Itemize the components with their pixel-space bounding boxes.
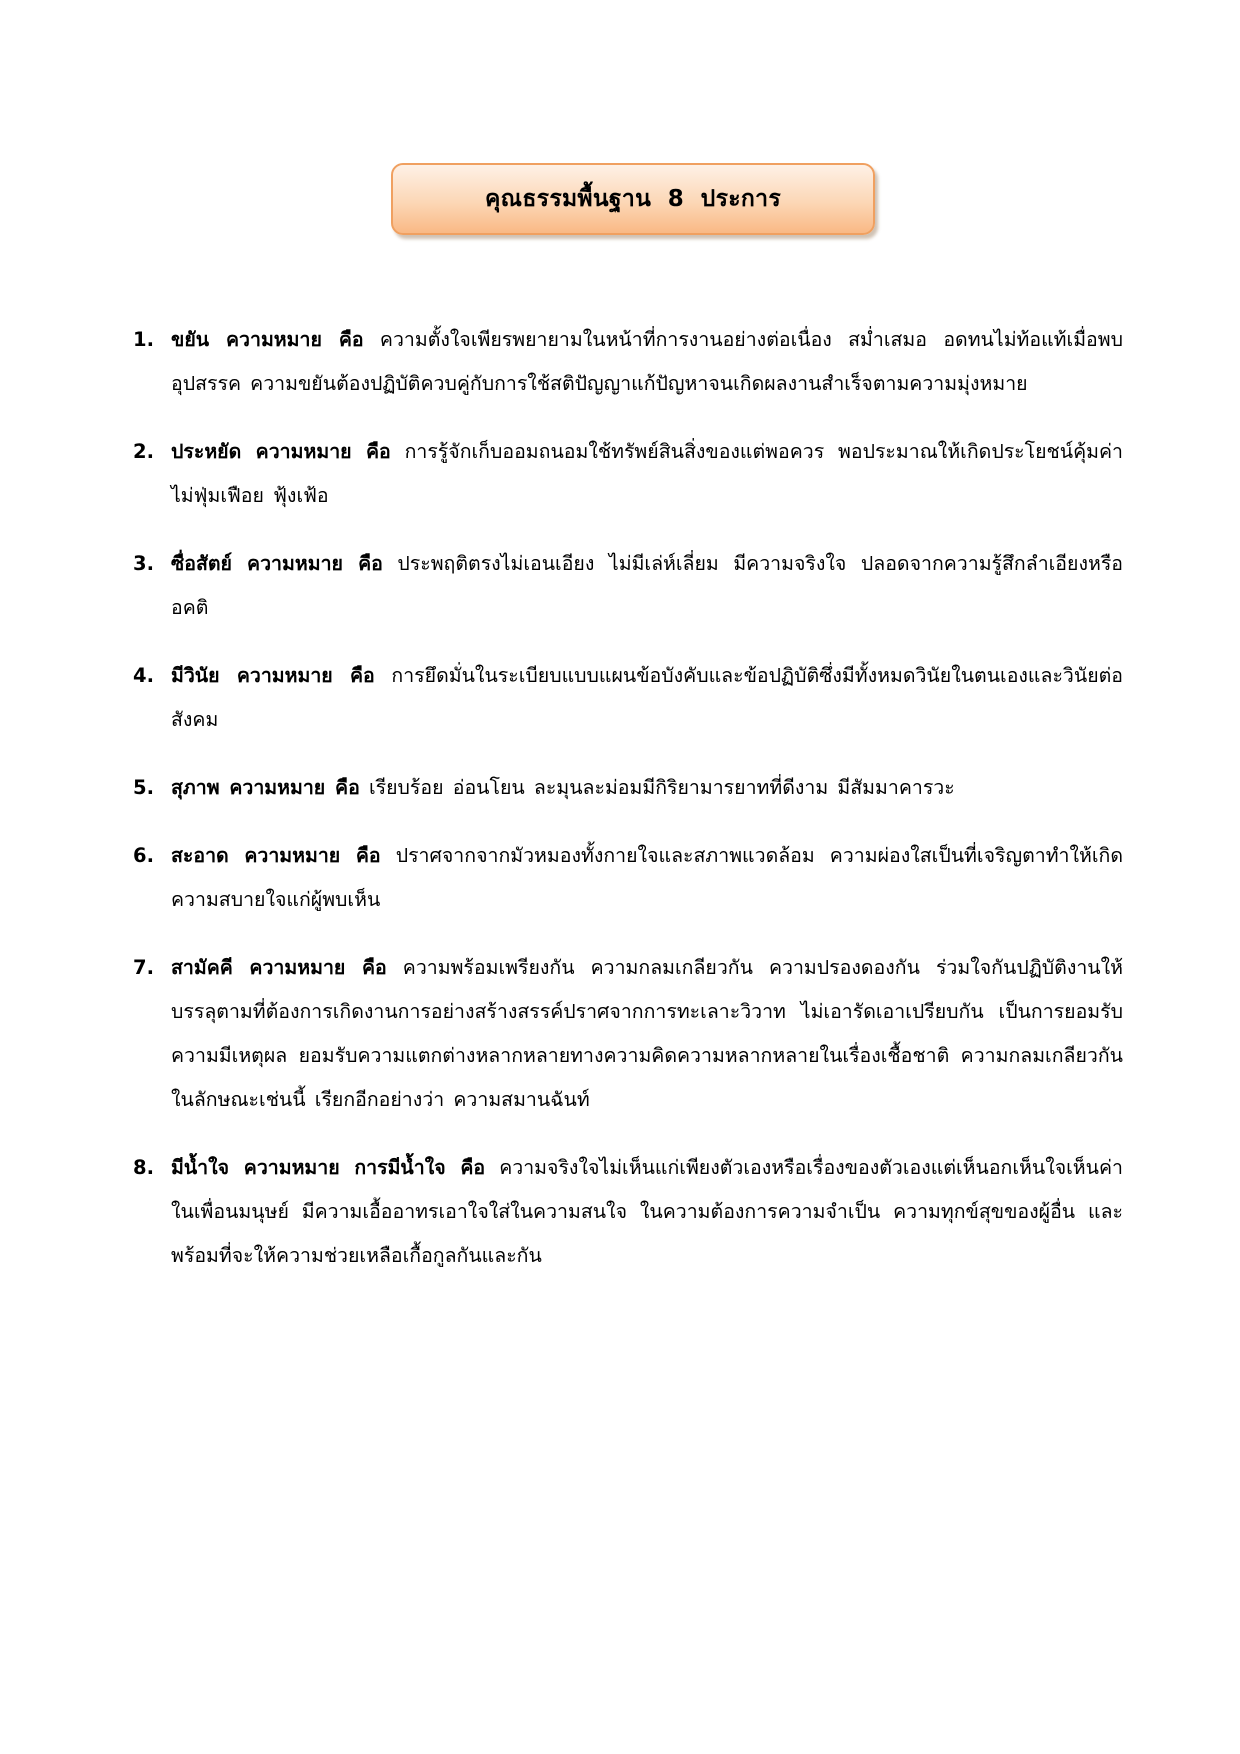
item-number: 4. bbox=[133, 664, 154, 687]
item-number: 8. bbox=[133, 1156, 154, 1179]
item-description: ความจริงใจไม่เห็นแก่เพียงตัวเองหรือเรื่องของตัวเองแต่เห็นอกเห็นใจเห็นค่าในเพื่อนมนุษย์ มีความเอื้ออาทรเอาใจใส่ในความสนใจ ในความต้องการความจำเป็น ความทุกข์สุขของผู้อื่น และพร้อมที่จะให้ความช่วยเหลือเกื้อกูลกันและกัน bbox=[171, 1156, 1123, 1267]
item-text bbox=[171, 1146, 1123, 1278]
list-item bbox=[133, 834, 1123, 922]
item-text bbox=[171, 542, 1123, 630]
list-item bbox=[133, 318, 1123, 406]
item-term: สามัคคี ความหมาย คือ bbox=[171, 956, 387, 979]
list-item bbox=[133, 654, 1123, 742]
item-text bbox=[171, 766, 1123, 810]
item-text bbox=[171, 834, 1123, 922]
item-number: 5. bbox=[133, 776, 154, 799]
item-description: ความตั้งใจเพียรพยายามในหน้าที่การงานอย่างต่อเนื่อง สม่ำเสมอ อดทนไม่ท้อแท้เมื่อพบอุปสรรค ความขยันต้องปฏิบัติควบคู่กับการใช้สติปัญญาแก้ปัญหาจนเกิดผลงานสำเร็จตามความมุ่งหมาย bbox=[171, 328, 1123, 395]
virtues-list bbox=[133, 318, 1123, 1302]
item-number: 6. bbox=[133, 844, 154, 867]
item-description: เรียบร้อย อ่อนโยน ละมุนละม่อมมีกิริยามารยาทที่ดีงาม มีสัมมาคารวะ bbox=[368, 776, 955, 799]
item-term: มีวินัย ความหมาย คือ bbox=[171, 664, 375, 687]
item-term: ขยัน ความหมาย คือ bbox=[171, 328, 364, 351]
item-number: 3. bbox=[133, 552, 154, 575]
item-text bbox=[171, 430, 1123, 518]
list-item bbox=[133, 766, 1123, 810]
item-number: 7. bbox=[133, 956, 154, 979]
item-term: ซื่อสัตย์ ความหมาย คือ bbox=[171, 552, 383, 575]
item-number: 1. bbox=[133, 328, 154, 351]
item-text bbox=[171, 654, 1123, 742]
list-item bbox=[133, 430, 1123, 518]
list-item bbox=[133, 542, 1123, 630]
item-text bbox=[171, 946, 1123, 1122]
page-title: คุณธรรมพื้นฐาน 8 ประการ bbox=[485, 186, 781, 212]
item-description: การยึดมั่นในระเบียบแบบแผนข้อบังคับและข้อปฏิบัติซึ่งมีทั้งหมดวินัยในตนเองและวินัยต่อสังคม bbox=[171, 664, 1124, 731]
item-term: สะอาด ความหมาย คือ bbox=[171, 844, 381, 867]
item-description: ปราศจากจากมัวหมองทั้งกายใจและสภาพแวดล้อม ความผ่องใสเป็นที่เจริญตาทำให้เกิดความสบายใจแก่ผู้พบเห็น bbox=[171, 844, 1124, 911]
item-description: ประพฤติตรงไม่เอนเอียง ไม่มีเล่ห์เลี่ยม มีความจริงใจ ปลอดจากความรู้สึกลำเอียงหรืออคติ bbox=[171, 552, 1124, 619]
item-description: การรู้จักเก็บออมถนอมใช้ทรัพย์สินสิ่งของแต่พอควร พอประมาณให้เกิดประโยชน์คุ้มค่า ไม่ฟุ่มเฟือย ฟุ้งเฟ้อ bbox=[171, 440, 1123, 507]
list-item bbox=[133, 1146, 1123, 1278]
item-text bbox=[171, 318, 1123, 406]
item-term: สุภาพ ความหมาย คือ bbox=[171, 776, 360, 799]
item-description: ความพร้อมเพรียงกัน ความกลมเกลียวกัน ความปรองดองกัน ร่วมใจกันปฏิบัติงานให้บรรลุตามที่ต้องการเกิดงานการอย่างสร้างสรรค์ปราศจากการทะเลาะวิวาท ไม่เอารัดเอาเปรียบกัน เป็นการยอมรับ ความมีเหตุผล ยอมรับความแตกต่างหลากหลายทางความคิดความหลากหลายในเรื่องเชื้อชาติ ความกลมเกลียวกันในลักษณะเช่นนี้ เรียกอีกอย่างว่า ความสมานฉันท์ bbox=[171, 956, 1124, 1111]
item-term: ประหยัด ความหมาย คือ bbox=[171, 440, 391, 463]
item-number: 2. bbox=[133, 440, 154, 463]
item-term: มีน้ำใจ ความหมาย การมีน้ำใจ คือ bbox=[171, 1156, 486, 1179]
title-banner bbox=[391, 163, 875, 235]
list-item bbox=[133, 946, 1123, 1122]
